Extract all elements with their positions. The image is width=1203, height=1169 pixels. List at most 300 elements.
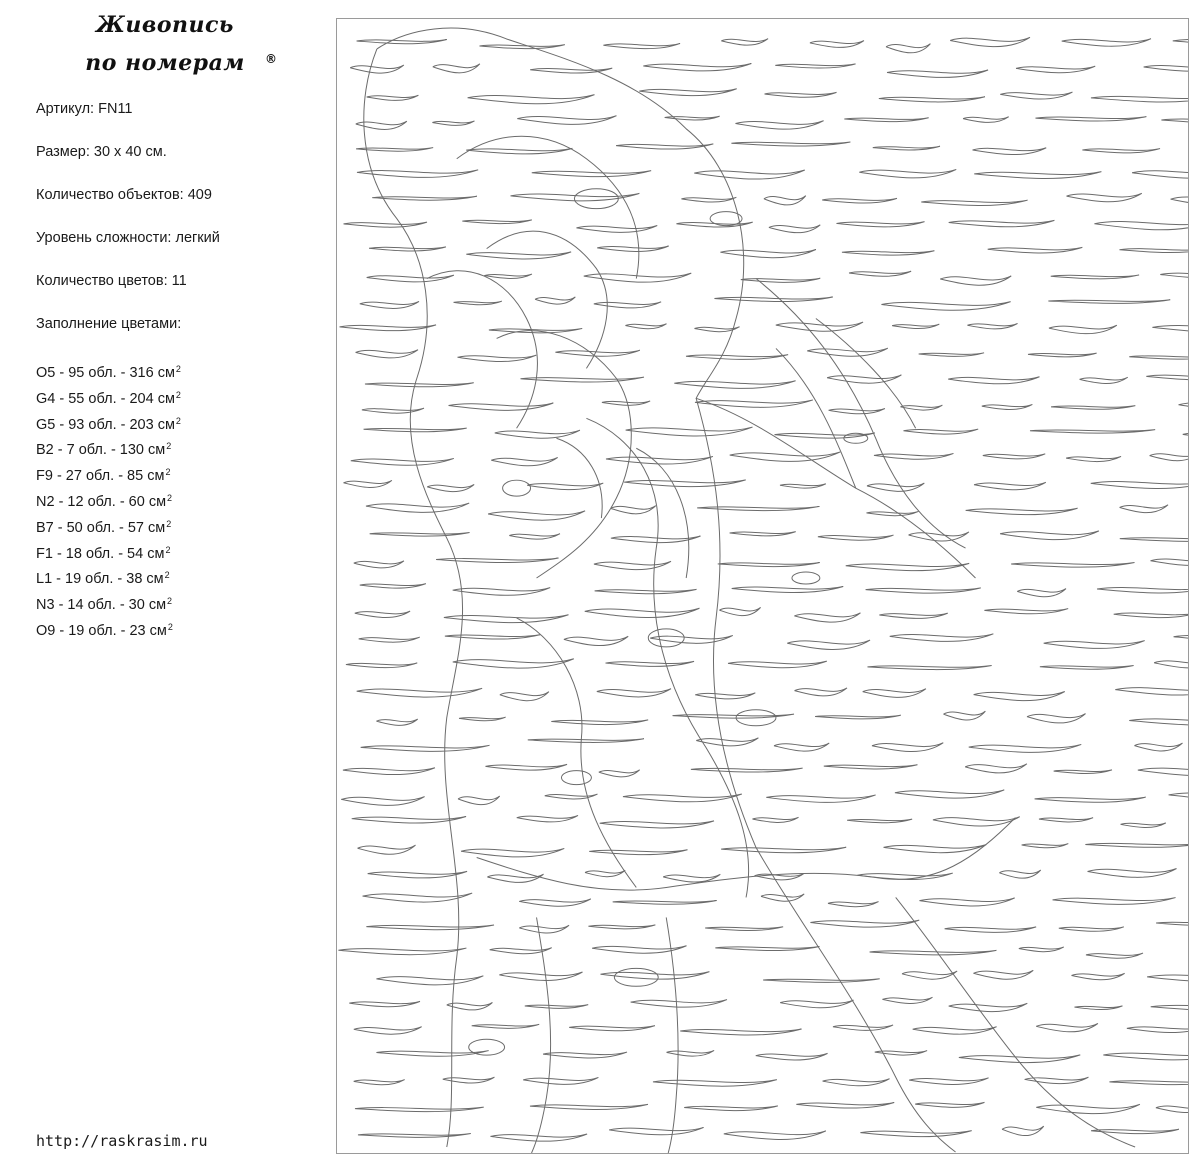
wave-line — [447, 1002, 493, 1009]
wave-line — [1002, 1126, 1044, 1135]
wave-line — [350, 65, 404, 73]
wave-line — [1150, 558, 1188, 565]
wave-line — [491, 457, 557, 465]
wave-line — [940, 276, 1011, 285]
wave-line — [933, 817, 1020, 826]
wave-line — [366, 925, 494, 930]
wave-line — [1156, 922, 1188, 926]
wave-line — [999, 870, 1040, 878]
wave-line — [967, 323, 1017, 328]
wave-line — [741, 278, 821, 282]
wave-line — [780, 484, 826, 488]
wave-line — [432, 121, 474, 126]
wave-line — [354, 1027, 422, 1034]
wave-line — [527, 483, 603, 490]
wave-line — [807, 348, 888, 356]
wave-line — [1161, 119, 1188, 123]
wave-line — [881, 302, 1010, 311]
wave-line — [1066, 193, 1141, 201]
wave-line — [355, 611, 410, 617]
wave-line — [1160, 273, 1188, 278]
wave-line — [365, 383, 474, 387]
wave-line — [1097, 587, 1188, 593]
wave-line — [890, 634, 994, 642]
wave-line — [714, 297, 832, 302]
wave-line — [454, 301, 502, 305]
wave-line — [500, 692, 549, 701]
wave-line — [599, 770, 640, 777]
wave-line — [370, 532, 470, 536]
wave-line — [879, 97, 985, 102]
wave-line — [732, 586, 844, 592]
wave-line — [895, 790, 1004, 798]
wave-line — [1039, 818, 1093, 822]
wave-line — [555, 350, 640, 356]
color-fill-item: F9 - 27 обл. - 85 $см^2$ — [36, 467, 171, 485]
color-fill-item: G5 - 93 обл. - 203 $см^2$ — [36, 415, 181, 433]
wave-line — [872, 743, 943, 752]
wave-line — [720, 249, 815, 257]
wave-line — [479, 45, 564, 49]
wave-line — [909, 532, 969, 541]
wave-line — [458, 355, 537, 361]
wave-line — [643, 64, 751, 71]
wave-line — [735, 121, 823, 129]
wave-line — [969, 744, 1082, 752]
wave-line — [833, 1025, 893, 1030]
wave-line — [1150, 453, 1188, 461]
wave-line — [730, 532, 796, 536]
wave-line — [766, 795, 875, 802]
wave-line — [1154, 660, 1188, 668]
wave-line — [1094, 221, 1188, 230]
wave-line — [730, 452, 841, 461]
wave-line — [366, 503, 469, 512]
wave-line — [468, 95, 595, 104]
wave-line — [488, 511, 585, 520]
wave-line — [1017, 589, 1066, 597]
wave-line — [433, 64, 480, 73]
wave-line — [1062, 39, 1151, 47]
wave-line — [626, 427, 753, 436]
wave-line — [829, 409, 885, 414]
wave-line — [988, 247, 1083, 253]
wave-line — [909, 1078, 988, 1085]
wave-line — [545, 794, 598, 799]
wave-line — [796, 1102, 894, 1108]
wave-line — [358, 845, 416, 854]
wave-line — [860, 1131, 971, 1137]
wave-line — [461, 848, 564, 856]
wave-line — [974, 172, 1101, 179]
wave-line — [624, 480, 746, 487]
wave-line — [589, 850, 687, 855]
wave-line — [466, 148, 572, 154]
color-fill-item: B2 - 7 обл. - 130 $см^2$ — [36, 441, 172, 459]
article-number: Артикул: FN11 — [36, 101, 133, 117]
wave-line — [369, 247, 446, 251]
wave-line — [1109, 1080, 1188, 1084]
wave-line — [603, 43, 680, 48]
wave-line — [983, 454, 1045, 459]
wave-line — [680, 1029, 801, 1035]
wave-line — [696, 738, 758, 746]
wave-line — [613, 901, 717, 905]
wave-line — [1171, 196, 1188, 205]
wave-line — [823, 1079, 890, 1086]
wave-line — [884, 845, 987, 853]
wave-line — [859, 169, 956, 177]
wave-line — [1114, 613, 1188, 618]
water-wave-lines — [338, 37, 1188, 1141]
wave-line — [1030, 430, 1155, 434]
color-fill-item: G4 - 55 обл. - 204 $см^2$ — [36, 389, 181, 407]
wave-line — [631, 1000, 727, 1008]
wave-line — [525, 1005, 588, 1009]
wave-line — [667, 1050, 715, 1056]
wave-line — [355, 1107, 484, 1111]
wave-line — [354, 1080, 405, 1085]
wave-line — [653, 1080, 777, 1087]
wave-line — [731, 142, 850, 146]
canvas-size: Размер: 30 х 40 см. — [36, 144, 167, 160]
wave-line — [499, 972, 582, 980]
wave-line — [836, 222, 924, 227]
wave-line — [445, 635, 541, 639]
color-fill-list — [36, 359, 181, 643]
wave-line — [528, 739, 644, 743]
wave-line — [1134, 743, 1182, 751]
wave-line — [585, 608, 700, 617]
wave-line — [1119, 248, 1188, 252]
wave-line — [517, 815, 578, 821]
wave-line — [1044, 641, 1145, 649]
wave-line — [846, 563, 970, 570]
wave-line — [360, 301, 419, 308]
wave-line — [490, 1134, 587, 1141]
wave-line — [857, 873, 952, 879]
wave-line — [1019, 947, 1064, 952]
wave-line — [959, 1055, 1080, 1063]
wave-line — [902, 971, 957, 979]
wave-line — [903, 429, 978, 434]
wave-line — [367, 275, 454, 282]
brand-title-line1: Живопись — [96, 12, 234, 38]
color-fill-item: N3 - 14 обл. - 30 $см^2$ — [36, 596, 173, 614]
wave-line — [1080, 377, 1128, 383]
wave-line — [1151, 1005, 1188, 1011]
wave-line — [1121, 823, 1166, 828]
wave-line — [1173, 39, 1188, 45]
wave-line — [974, 482, 1046, 489]
wave-line — [691, 768, 803, 772]
wave-line — [873, 146, 940, 150]
wave-line — [1129, 356, 1188, 360]
wave-line — [585, 870, 625, 876]
wave-line — [794, 613, 860, 622]
wave-line — [1086, 953, 1143, 958]
wave-line — [519, 899, 591, 906]
wave-line — [357, 688, 483, 697]
wave-line — [775, 64, 855, 68]
wave-line — [611, 506, 656, 514]
wave-line — [359, 637, 420, 642]
wave-line — [974, 692, 1065, 701]
wave-line — [674, 381, 795, 389]
wave-line — [818, 535, 894, 540]
wave-line — [1074, 1006, 1122, 1010]
wave-line — [449, 403, 554, 410]
wave-line — [360, 584, 426, 589]
wave-line — [1036, 1023, 1098, 1031]
color-fill-item: O9 - 19 обл. - 23 $см^2$ — [36, 621, 173, 639]
wave-line — [1000, 92, 1072, 99]
wave-line — [919, 353, 984, 357]
wave-line — [367, 95, 419, 100]
color-fill-heading: Заполнение цветами: — [36, 316, 182, 332]
wave-line — [623, 794, 742, 802]
wave-line — [1115, 687, 1188, 695]
color-fill-item: B7 - 50 обл. - 57 $см^2$ — [36, 518, 172, 536]
wave-line — [361, 745, 490, 751]
wave-line — [1048, 300, 1170, 304]
wave-line — [705, 927, 783, 931]
wave-line — [443, 1077, 495, 1083]
wave-line — [950, 37, 1030, 46]
wave-line — [650, 635, 733, 643]
wave-line — [849, 271, 911, 276]
wave-line — [774, 743, 829, 751]
wave-line — [363, 893, 473, 902]
wave-line — [866, 511, 918, 515]
wave-line — [879, 613, 947, 618]
wave-line — [973, 148, 1047, 155]
wave-line — [676, 222, 752, 227]
wave-line — [1091, 96, 1188, 102]
wave-line — [600, 821, 714, 828]
wave-line — [1051, 406, 1135, 410]
wave-line — [592, 946, 686, 953]
wave-line — [609, 1127, 704, 1134]
wave-line — [1036, 1104, 1140, 1113]
wave-line — [1051, 275, 1139, 279]
wave-line — [346, 663, 417, 668]
wave-line — [520, 377, 644, 382]
wave-line — [1120, 505, 1168, 513]
wave-line — [1138, 767, 1188, 775]
wave-line — [776, 322, 863, 331]
wave-line — [966, 508, 1078, 514]
wave-line — [625, 324, 666, 329]
wave-line — [543, 1052, 627, 1058]
wave-line — [459, 717, 506, 721]
wave-line — [1156, 1105, 1188, 1112]
wave-line — [721, 847, 846, 853]
wave-line — [576, 226, 657, 233]
color-fill-item: O5 - 95 обл. - 316 $см^2$ — [36, 364, 181, 381]
wave-line — [1049, 325, 1117, 333]
color-fill-item: L1 - 19 обл. - 38 $см^2$ — [36, 570, 170, 588]
wave-line — [686, 355, 788, 360]
wave-line — [1120, 537, 1188, 541]
wave-line — [357, 39, 447, 43]
wave-line — [354, 561, 404, 568]
wave-line — [900, 405, 942, 410]
wave-line — [824, 765, 918, 769]
wave-line — [1035, 117, 1146, 121]
wave-line — [1152, 325, 1188, 333]
wave-line — [466, 252, 571, 259]
wave-line — [810, 41, 864, 48]
wave-line — [485, 764, 567, 770]
wave-line — [1011, 563, 1134, 568]
wave-line — [343, 480, 391, 487]
wave-line — [351, 458, 454, 465]
wave-line — [945, 927, 1037, 932]
wave-line — [827, 375, 901, 383]
wave-line — [343, 222, 427, 227]
wave-line — [362, 408, 424, 413]
wave-line — [1022, 844, 1069, 848]
wave-line — [564, 636, 628, 645]
wave-line — [1147, 974, 1188, 982]
wave-line — [870, 950, 997, 955]
wave-line — [721, 39, 768, 46]
wave-line — [1016, 66, 1095, 73]
wave-line — [1183, 431, 1188, 440]
wave-line — [372, 196, 477, 200]
wave-line — [597, 246, 669, 251]
wave-line — [356, 148, 433, 152]
wave-line — [874, 453, 954, 459]
wave-line — [719, 607, 760, 615]
wave-line — [695, 400, 813, 407]
wave-line — [844, 118, 928, 122]
wave-line — [886, 44, 930, 53]
wave-line — [1000, 531, 1099, 540]
wave-line — [965, 764, 1027, 773]
wave-line — [963, 117, 1009, 123]
objects-count: Количество объектов: 409 — [36, 187, 212, 203]
coloring-canvas — [336, 18, 1189, 1154]
color-fill-item: F1 - 18 обл. - 54 $см^2$ — [36, 544, 171, 562]
wave-line — [472, 1024, 540, 1028]
wave-line — [484, 274, 532, 278]
wave-line — [535, 297, 575, 304]
wave-line — [569, 1026, 655, 1031]
wave-line — [1035, 797, 1146, 802]
wave-line — [684, 1106, 778, 1111]
wave-line — [517, 116, 616, 125]
wave-line — [822, 198, 897, 203]
wave-line — [1059, 927, 1124, 931]
wave-line — [1082, 149, 1160, 153]
wave-line — [764, 92, 836, 97]
wave-line — [715, 946, 819, 950]
wave-line — [984, 609, 1068, 614]
wave-line — [681, 197, 736, 202]
wave-line — [1054, 770, 1112, 774]
wave-line — [1053, 898, 1176, 905]
wave-line — [1027, 714, 1086, 723]
wave-line — [694, 170, 805, 179]
wave-line — [1103, 1052, 1188, 1059]
wave-line — [795, 688, 847, 696]
wave-line — [761, 894, 804, 901]
wave-line — [453, 659, 574, 668]
wave-line — [606, 456, 713, 464]
wave-line — [718, 563, 820, 567]
wave-line — [915, 1102, 984, 1107]
wave-line — [594, 561, 671, 569]
wave-line — [887, 70, 988, 77]
wave-line — [1127, 1026, 1188, 1032]
wave-line — [530, 1104, 648, 1109]
wave-line — [697, 506, 819, 510]
wave-line — [341, 797, 424, 806]
wave-line — [1144, 65, 1188, 71]
wave-line — [356, 350, 418, 358]
wave-line — [1091, 481, 1188, 489]
wave-line — [863, 689, 926, 698]
wave-line — [1071, 973, 1124, 979]
wave-line — [597, 689, 671, 697]
wave-line — [780, 1000, 853, 1008]
wave-line — [724, 1131, 826, 1140]
wave-line — [943, 711, 985, 720]
wave-line — [921, 200, 1027, 205]
wave-line — [1174, 635, 1188, 640]
wave-line — [1129, 718, 1188, 725]
wave-line — [756, 1053, 828, 1060]
wave-line — [1085, 843, 1188, 847]
wave-line — [616, 144, 713, 149]
wave-line — [376, 719, 417, 725]
color-fill-item: N2 - 12 обл. - 60 $см^2$ — [36, 492, 173, 510]
wave-line — [1028, 353, 1097, 357]
wave-line — [639, 89, 736, 96]
wave-line — [763, 979, 880, 983]
wave-line — [810, 920, 919, 927]
wave-line — [364, 428, 467, 432]
wave-line — [495, 430, 580, 438]
wave-line — [595, 589, 697, 593]
wave-line — [815, 715, 901, 719]
wave-line — [436, 558, 559, 563]
wave-line — [357, 170, 478, 178]
wave-line — [866, 588, 981, 593]
brand-title-line2: по номерам — [85, 50, 245, 76]
wave-line — [1169, 792, 1188, 800]
wave-line — [982, 404, 1033, 409]
wave-line — [882, 997, 932, 1003]
wave-line — [343, 768, 435, 775]
wave-line — [453, 588, 551, 596]
wave-line — [949, 220, 1055, 226]
wave-line — [376, 976, 483, 985]
wave-line — [358, 1134, 471, 1138]
website-link[interactable]: http://raskrasim.ru — [36, 1132, 208, 1150]
difficulty-level: Уровень сложности: легкий — [36, 230, 220, 246]
registered-mark: ® — [265, 52, 277, 66]
wave-line — [695, 693, 755, 699]
wave-line — [1179, 402, 1188, 411]
wave-line — [892, 324, 939, 328]
colors-count: Количество цветов: 11 — [36, 273, 187, 289]
wave-line — [867, 665, 991, 669]
wave-line — [1066, 456, 1121, 461]
wave-line — [602, 401, 650, 405]
